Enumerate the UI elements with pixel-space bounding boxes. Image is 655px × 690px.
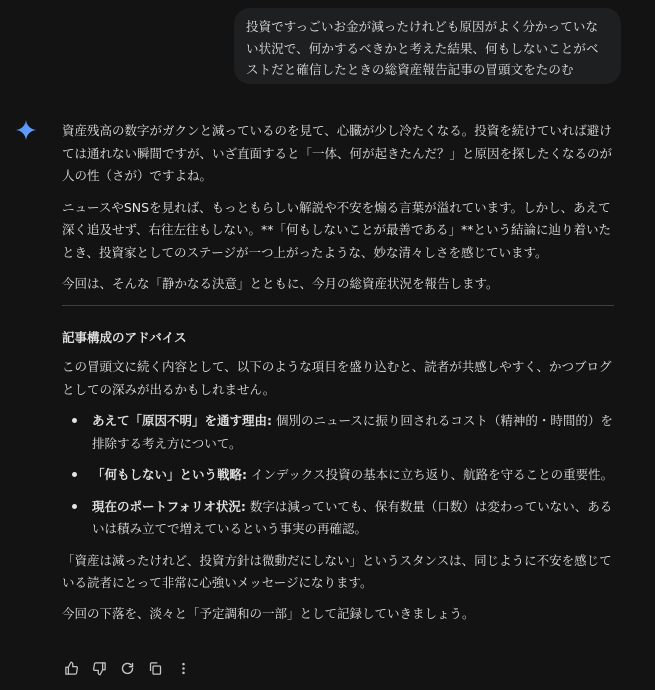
list-item-text: インデックス投資の基本に立ち返り、航路を守ることの重要性。 bbox=[247, 467, 614, 482]
list-item-title: 「何もしない」という戦略: bbox=[92, 467, 247, 482]
thumb-down-icon[interactable] bbox=[90, 659, 108, 677]
response-paragraph: ニュースやSNSを見れば、もっともらしい解説や不安を煽る言葉が溢れています。しかし、あえて深く追及せず、右往左往もしない。**「何もしないことが最善である」**という結論に辿り着いたとき、投資家としてのステージが一つ上がったような、妙な清々しさを感じています。 bbox=[62, 199, 612, 260]
more-vert-icon[interactable] bbox=[174, 659, 192, 677]
advice-list bbox=[62, 410, 614, 541]
list-item-text: 数字は減っていても、保有数量（口数）は変わっていない、あるいは積み立てで増えているという事実の再確認。 bbox=[92, 498, 613, 536]
user-message-bubble: 投資ですっごいお金が減ったけれども原因がよく分かっていない状況で、何かするべきかと考えた結果、何もしないことがベストだと確信したときの総資産報告記事の冒頭文をたのむ bbox=[234, 8, 621, 84]
response-paragraph: 「資産は減ったけれど、投資方針は微動だにしない」というスタンスは、同じように不安を感じている読者にとって非常に心強いメッセージになります。 bbox=[62, 552, 612, 590]
list-item bbox=[62, 464, 614, 487]
thumb-up-icon[interactable] bbox=[62, 659, 80, 677]
list-item-title: 現在のポートフォリオ状況: bbox=[92, 498, 246, 514]
copy-icon[interactable] bbox=[146, 659, 164, 677]
divider bbox=[62, 305, 614, 306]
advice-heading: 記事構成のアドバイス bbox=[62, 330, 187, 345]
gemini-sparkle-icon bbox=[15, 119, 37, 141]
bullet-icon bbox=[72, 504, 77, 509]
response-paragraph: この冒頭文に続く内容として、以下のような項目を盛り込むと、読者が共感しやすく、かつブログとしての深みが出るかもしれません。 bbox=[62, 359, 612, 397]
assistant-response bbox=[62, 120, 614, 625]
response-paragraph: 資産残高の数字がガクンと減っているのを見て、心臓が少し冷たくなる。投資を続けていれば避けては通れない瞬間ですが、いざ直面すると「一体、何が起きたんだ？」と原因を探したくなるのが人の性（さが）ですよね。 bbox=[62, 123, 613, 183]
list-item bbox=[62, 410, 614, 455]
list-item-text: 個別のニュースに振り回されるコスト（精神的・時間的）を排除する考え方について。 bbox=[92, 413, 613, 451]
list-item-title: あえて「原因不明」を通す理由: bbox=[92, 413, 272, 428]
bullet-icon bbox=[72, 418, 77, 423]
response-paragraph: 今回は、そんな「静かなる決意」とともに、今月の総資産状況を報告します。 bbox=[62, 276, 499, 291]
list-item bbox=[62, 496, 614, 541]
bullet-icon bbox=[72, 472, 77, 477]
response-actions bbox=[62, 658, 192, 678]
regenerate-icon[interactable] bbox=[118, 659, 136, 677]
response-paragraph: 今回の下落を、淡々と「予定調和の一部」として記録していきましょう。 bbox=[62, 605, 475, 621]
